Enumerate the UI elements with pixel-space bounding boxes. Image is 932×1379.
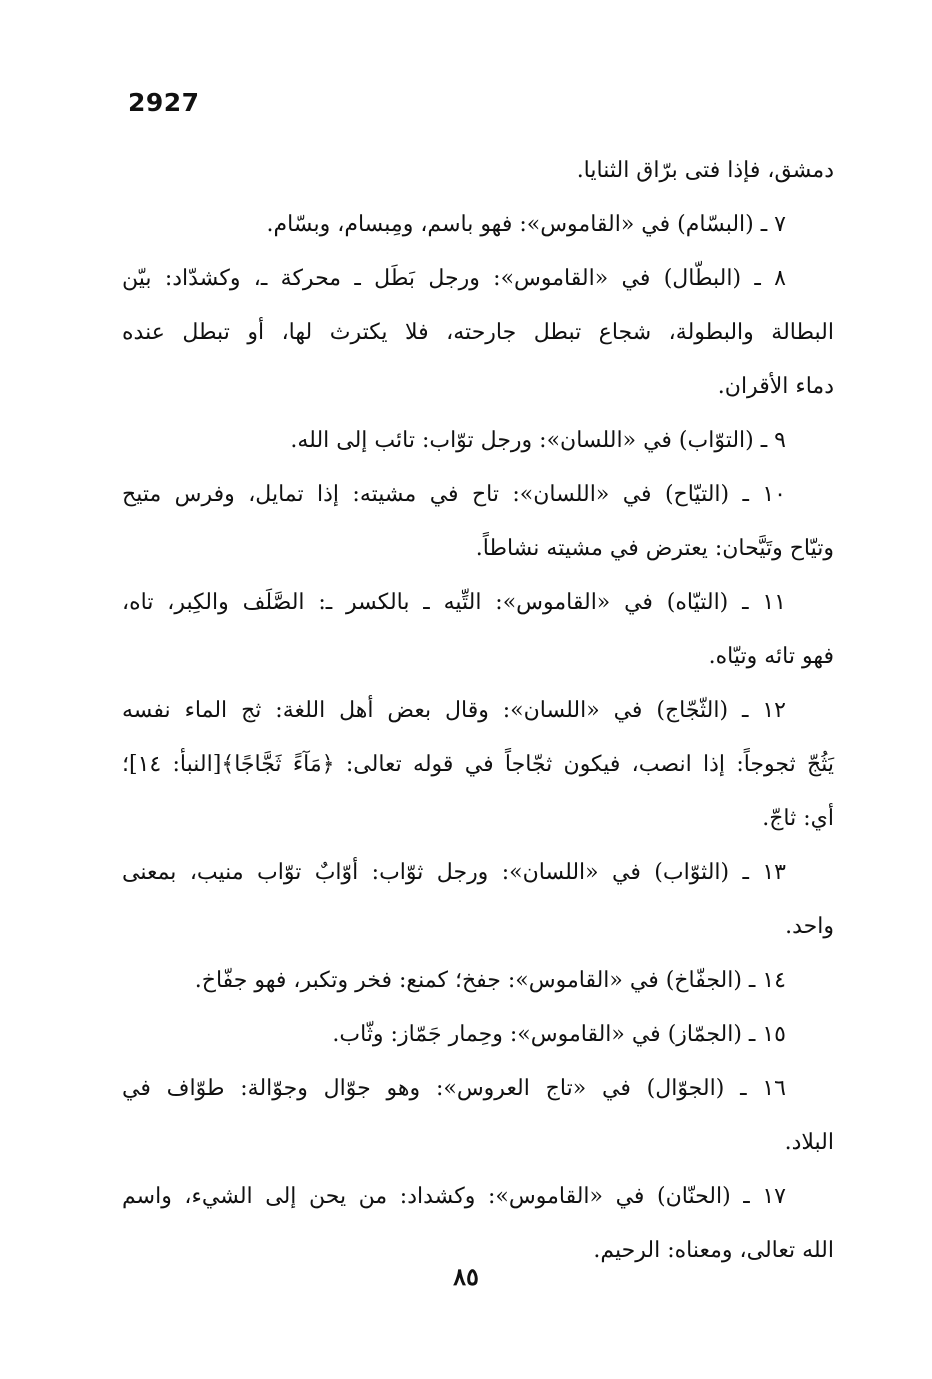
text-line: البطالة والبطولة، شجاع تبطل جارحته، فلا يكترث لها، أو تبطل عنده bbox=[122, 320, 834, 345]
document-body bbox=[122, 144, 834, 1278]
text-line: ٧ ـ (البسّام) في «القاموس»: فهو باسم، ومِبسام، وبسّام. bbox=[266, 212, 786, 237]
text-line: دماء الأقران. bbox=[717, 374, 834, 399]
text-line: ١٦ ـ (الجوّال) في «تاج العروس»: وهو جوّال وجوّالة: طوّاف في bbox=[122, 1076, 786, 1101]
text-line: ٩ ـ (التوّاب) في «اللسان»: ورجل توّاب: تائب إلى الله. bbox=[290, 428, 786, 453]
text-line: ١٢ ـ (الثّجّاج) في «اللسان»: وقال بعض أهل اللغة: ثج الماء نفسه bbox=[122, 698, 786, 723]
text-line: ١٧ ـ (الحنّان) في «القاموس»: وكشداد: من يحن إلى الشيء، واسم bbox=[122, 1184, 786, 1209]
text-line: واحد. bbox=[785, 914, 834, 939]
page-number: ٨٥ bbox=[453, 1262, 479, 1291]
text-line: ١٤ ـ (الجفّاخ) في «القاموس»: جفخ؛ كمنع: فخر وتكبر، فهو جفّاخ. bbox=[194, 968, 786, 993]
text-line: فهو تائه وتيّاه. bbox=[708, 644, 834, 669]
text-line: يَثُجّ ثجوجاً: إذا انصب، فيكون ثجّاجاً في قوله تعالى: ﴿مَآءً ثَجَّاجًا﴾[النبأ: ١٤]؛ bbox=[122, 752, 834, 777]
text-line: ١٠ ـ (التيّاح) في «اللسان»: تاح في مشيته: إذا تمايل، وفرس متيح bbox=[122, 482, 786, 507]
text-line: البلاد. bbox=[784, 1130, 834, 1155]
text-line: ١٥ ـ (الجمّاز) في «القاموس»: وحِمار جَمّاز: وثّاب. bbox=[332, 1022, 786, 1047]
text-line: وتيّاح وتَيَّحان: يعترض في مشيته نشاطاً. bbox=[475, 536, 834, 561]
text-line: ١٣ ـ (الثوّاب) في «اللسان»: ورجل ثوّاب: أوّابٌ توّاب منيب، بمعنى bbox=[122, 860, 786, 885]
text-line: ٨ ـ (البطّال) في «القاموس»: ورجل بَطَل ـ محركة ـ، وكشدّاد: بيّن bbox=[122, 266, 786, 291]
text-line: أي: ثاجّ. bbox=[762, 806, 834, 831]
text-line: دمشق، فإذا فتى برّاق الثنايا. bbox=[576, 158, 834, 183]
text-line: الله تعالى، ومعناه: الرحيم. bbox=[593, 1238, 834, 1263]
page-id-number: 2927 bbox=[128, 88, 200, 117]
text-line: ١١ ـ (التيّاه) في «القاموس»: التِّيه ـ بالكسر ـ: الصَّلَف والكِبر، تاه، bbox=[122, 590, 786, 615]
